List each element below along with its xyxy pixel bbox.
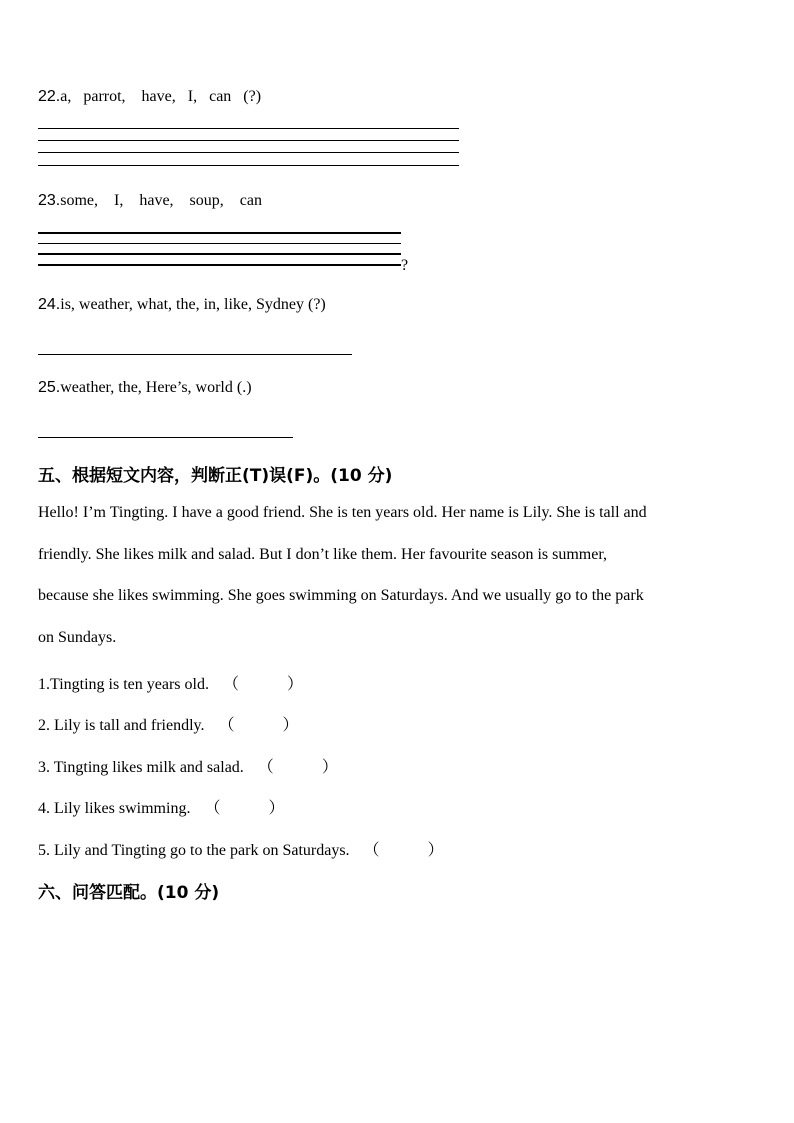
tf-item-text: 5. Lily and Tingting go to the park on Saturdays.	[38, 842, 350, 859]
question-23-words: some, I, have, soup, can	[60, 192, 262, 209]
question-24	[38, 296, 326, 314]
tf-item-2	[38, 712, 299, 735]
tf-item-1	[38, 671, 303, 694]
question-22	[38, 88, 261, 106]
answer-line[interactable]	[38, 437, 293, 438]
tf-answer-close[interactable]: ）	[282, 717, 299, 734]
tf-answer-close[interactable]: ）	[321, 759, 338, 776]
tf-answer-close[interactable]: ）	[268, 800, 285, 817]
tf-answer-open[interactable]: （	[218, 717, 235, 734]
answer-line[interactable]	[38, 165, 459, 166]
passage-line: Hello! I’m Tingting. I have a good friend. She is ten years old. Her name is Lily. She is tall and	[38, 504, 647, 521]
tf-answer-close[interactable]: ）	[427, 842, 444, 859]
question-24-words: is, weather, what, the, in, like, Sydney (?)	[60, 296, 326, 313]
tf-item-text: 3. Tingting likes milk and salad.	[38, 759, 244, 776]
tf-answer-open[interactable]: （	[204, 800, 221, 817]
tf-item-text: 4. Lily likes swimming.	[38, 800, 191, 817]
question-22-number: 22.	[38, 88, 61, 105]
tf-answer-open[interactable]: （	[257, 759, 274, 776]
tf-answer-close[interactable]: ）	[286, 676, 303, 693]
question-25-words: weather, the, Here’s, world (.)	[60, 379, 252, 396]
answer-line[interactable]	[38, 243, 401, 244]
answer-line[interactable]	[38, 128, 459, 129]
tf-item-text: 1.Tingting is ten years old.	[38, 676, 209, 693]
tf-item-text: 2. Lily is tall and friendly.	[38, 717, 205, 734]
answer-line[interactable]	[38, 354, 352, 355]
answer-line[interactable]	[38, 140, 459, 141]
passage-line: friendly. She likes milk and salad. But I don’t like them. Her favourite season is summer,	[38, 546, 608, 563]
answer-line[interactable]	[38, 264, 401, 266]
tf-item-5	[38, 837, 444, 860]
section-6-heading: 六、问答匹配。(10 分)	[38, 883, 220, 903]
question-25-number: 25.	[38, 379, 61, 396]
tf-answer-open[interactable]: （	[222, 676, 239, 693]
question-25	[38, 379, 252, 397]
section-5-heading: 五、根据短文内容，判断正(T)误(F)。(10 分)	[38, 466, 393, 486]
tf-item-4	[38, 795, 284, 818]
passage-line: on Sundays.	[38, 629, 117, 646]
answer-line[interactable]	[38, 253, 401, 255]
answer-line[interactable]	[38, 232, 401, 234]
answer-line[interactable]	[38, 152, 459, 153]
question-22-words: a, parrot, have, I, can (?)	[60, 88, 262, 105]
question-23-number: 23.	[38, 192, 61, 209]
tf-item-3	[38, 754, 338, 777]
question-23	[38, 192, 262, 210]
tf-answer-open[interactable]: （	[363, 842, 380, 859]
passage-line: because she likes swimming. She goes swimming on Saturdays. And we usually go to the park	[38, 587, 644, 604]
question-24-number: 24.	[38, 296, 61, 313]
question-23-end-mark: ?	[401, 257, 409, 274]
